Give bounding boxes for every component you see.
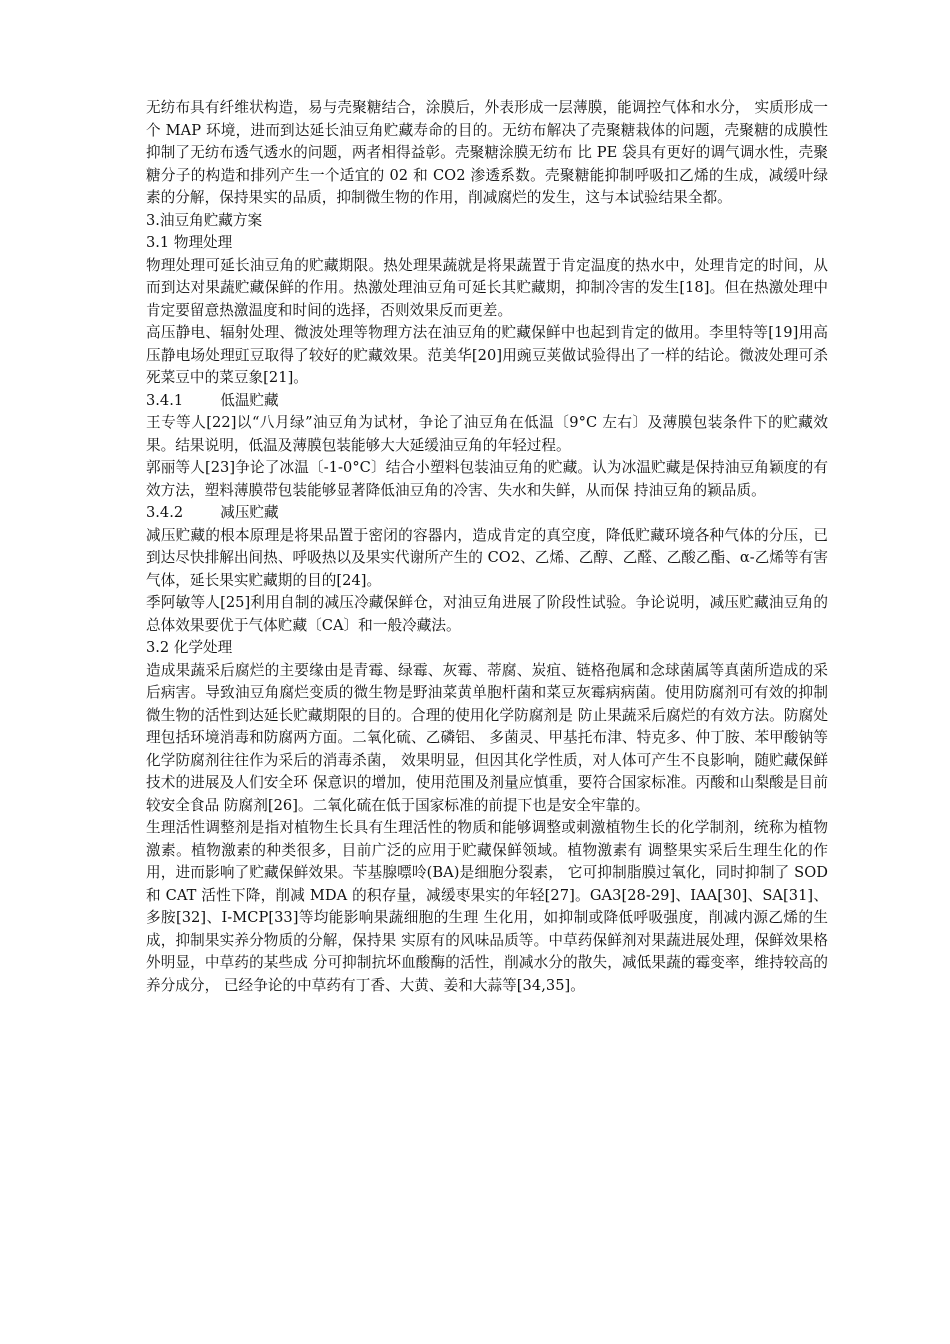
paragraph-nonwoven-chitosan: 无纺布具有纤维状构造，易与壳聚糖结合，涂膜后，外表形成一层薄膜，能调控气体和水分， 实质形成一个 MAP 环境，进而到达延长油豆角贮藏寿命的目的。无纺布解决了壳聚糖栽体的问题，壳聚糖的成膜性抑制了无纺布透气透水的问题，两者相得益彰。壳聚糖涂膜无纺布 比 PE 袋具有更好的调气调水性，壳聚糖分子的构造和排列产生一个适宜的 02 和 CO2 渗透系数。壳聚糖能抑制呼吸扣乙烯的生成，减缓叶绿素的分解，保持果实的品质，抑制微生物的作用，削减腐烂的发生，这与本试验结果全都。 bbox=[146, 99, 828, 206]
paragraph-growth-regulators: 生理活性调整剂是指对植物生长具有生理活性的物质和能够调整或刺激植物生长的化学制剂，统称为植物激素。植物激素的种类很多，目前广泛的应用于贮藏保鲜领域。植物激素有 调整果实采后生理生化的作用，进而影响了贮藏保鲜效果。苄基腺嘌呤(BA)是细胞分裂素， 它可抑制脂膜过氧化，同时抑制了 SOD 和 CAT 活性下降，削减 MDA 的积存量，减缓枣果实的年轻[27]。GA3[28-29]、IAA[30]、SA[31]、多胺[32]、I-MCP[33]等均能影响果蔬细胞的生理 生化用，如抑制或降低呼吸强度，削减内源乙烯的生成，抑制果实养分物质的分解，保持果 实原有的风味品质等。中草药保鲜剂对果蔬进展处理，保鲜效果格外明显，中草药的某些成 分可抑制抗坏血酸酶的活性，削减水分的散失，减低果蔬的霉变率，维持较高的养分成分， 已经争论的中草药有丁香、大黄、姜和大蒜等[34,35]。 bbox=[146, 819, 828, 994]
paragraph-physical-treatment: 物理处理可延长油豆角的贮藏期限。热处理果蔬就是将果蔬置于肯定温度的热水中，处理肯定的时间，从而到达对果蔬贮藏保鲜的作用。热激处理油豆角可延长其贮藏期，抑制冷害的发生[18]。但在热激处理中肯定要留意热激温度和时间的选择，否则效果反而更差。 bbox=[146, 256, 828, 319]
heading-storage-plan: 3.油豆角贮藏方案 bbox=[146, 211, 263, 229]
paragraph-decompression-1: 减压贮藏的根本原理是将果品置于密闭的容器内，造成肯定的真空度，降低贮藏环境各种气体的分压，已到达尽快排解出间热、呼吸热以及果实代谢所产生的 CO2、乙烯、乙醇、乙醛、乙酸乙酯、α-乙烯等有害气体，延长果实贮藏期的目的[24]。 bbox=[146, 526, 828, 589]
heading-chemical-treatment: 3.2 化学处理 bbox=[146, 639, 233, 656]
paragraph-chemical-preservatives: 造成果蔬采后腐烂的主要缘由是青霉、绿霉、灰霉、蒂腐、炭疽、链格孢属和念球菌属等真菌所造成的采后病害。导致油豆角腐烂变质的微生物是野油菜黄单胞杆菌和菜豆灰霉病病菌。使用防腐剂可有效的抑制微生物的活性到达延长贮藏期限的目的。合理的使用化学防腐剂是 防止果蔬采后腐烂的有效方法。防腐处理包括环境消毒和防腐两方面。二氧化硫、乙磷铝、 多菌灵、甲基托布津、特克多、仲丁胺、苯甲酸钠等化学防腐剂往往作为采后的消毒杀菌， 效果明显，但因其化学性质，对人体可产生不良影响，随贮藏保鲜技术的进展及人们安全环 保意识的增加，使用范围及剂量应慎重，要符合国家标准。丙酸和山梨酸是目前较安全食品 防腐剂[26]。二氧化硫在低于国家标准的前提下也是安全牢靠的。 bbox=[146, 661, 828, 814]
heading-decompression-storage: 3.4.2 减压贮藏 bbox=[146, 504, 279, 521]
paragraph-low-temp-1: 王专等人[22]以“八月绿”油豆角为试材，争论了油豆角在低温〔9°C 左右〕及薄膜包装条件下的贮藏效果。结果说明，低温及薄膜包装能够大大延缓油豆角的年轻过程。 bbox=[146, 414, 828, 454]
paragraph-decompression-2: 季阿敏等人[25]利用自制的减压冷藏保鲜仓，对油豆角进展了阶段性试验。争论说明，减压贮藏油豆角的总体效果要优于气体贮藏〔CA〕和一般冷藏法。 bbox=[146, 594, 828, 634]
heading-physical-treatment: 3.1 物理处理 bbox=[146, 234, 233, 251]
heading-low-temp-storage: 3.4.1 低温贮藏 bbox=[146, 391, 279, 409]
document-page bbox=[146, 97, 828, 997]
paragraph-low-temp-2: 郭丽等人[23]争论了冰温〔-1-0°C〕结合小塑料包装油豆角的贮藏。认为冰温贮藏是保持油豆角颖度的有效方法，塑料薄膜带包装能够显著降低油豆角的冷害、失水和失鲜，从而保 持油豆角的颖品质。 bbox=[146, 459, 828, 499]
paragraph-electrostatic-microwave: 高压静电、辐射处理、微波处理等物理方法在油豆角的贮藏保鲜中也起到肯定的做用。李里特等[19]用高压静电场处理豇豆取得了较好的贮藏效果。范美华[20]用豌豆荚做试验得出了一样的结论。微波处理可杀死菜豆中的菜豆象[21]。 bbox=[146, 324, 828, 386]
